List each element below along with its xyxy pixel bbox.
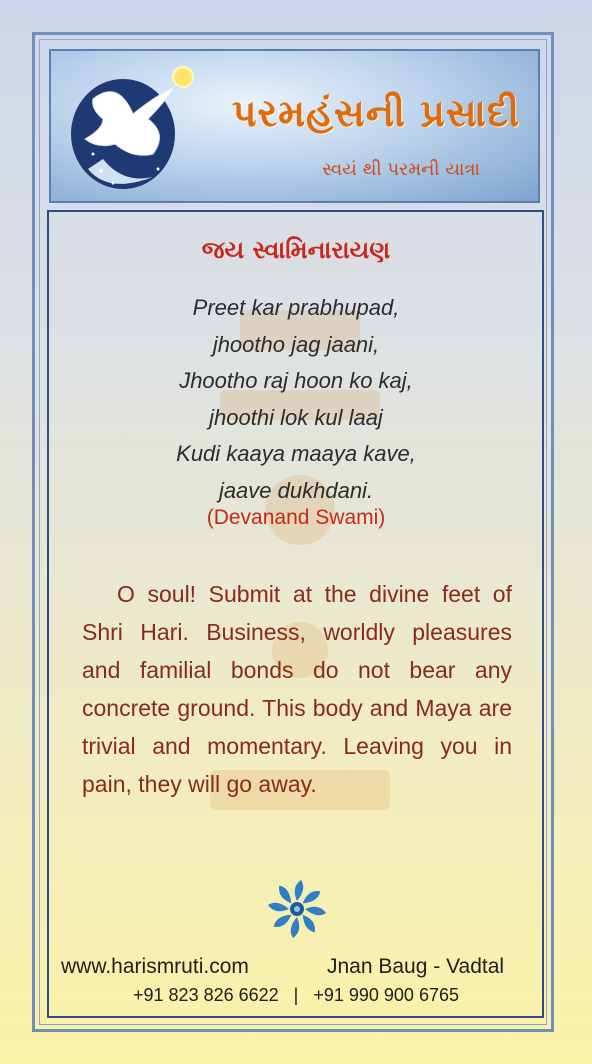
verse-line: jhootho jag jaani,: [212, 331, 380, 357]
flower-emblem-icon: [266, 878, 328, 940]
app-title: પરમહંસની પ્રસાદી: [231, 91, 521, 135]
verse-line: Preet kar prabhupad,: [192, 295, 400, 320]
verse-line: Jhootho raj hoon ko kaj,: [179, 368, 413, 393]
dove-moon-logo-icon: [63, 59, 213, 199]
location-text: Jnan Baug - Vadtal: [327, 955, 505, 978]
verse-line: jaave dukhdani.: [218, 477, 374, 503]
greeting-heading: જય સ્વામિનારાયણ: [201, 236, 391, 264]
verse-block: [0, 290, 592, 509]
verse-line: jhoothi lok kul laaj: [209, 404, 383, 430]
verse-line: Kudi kaaya maaya kave,: [176, 441, 416, 466]
header-banner: [49, 49, 540, 203]
phone-numbers: +91 823 826 6622 | +91 990 900 6765: [133, 985, 459, 1005]
app-subtitle: સ્વયં થી પરમની યાત્રા: [322, 159, 480, 180]
website-link[interactable]: www.harismruti.com: [61, 955, 249, 978]
verse-author: (Devanand Swami): [206, 506, 386, 529]
verse-meaning: O soul! Submit at the divine feet of Shri Hari. Business, worldly pleasures and familial bonds do not bear any concrete ground. This body and Maya are trivial and momentary. Leaving you in pain, they will go away.: [82, 581, 512, 797]
